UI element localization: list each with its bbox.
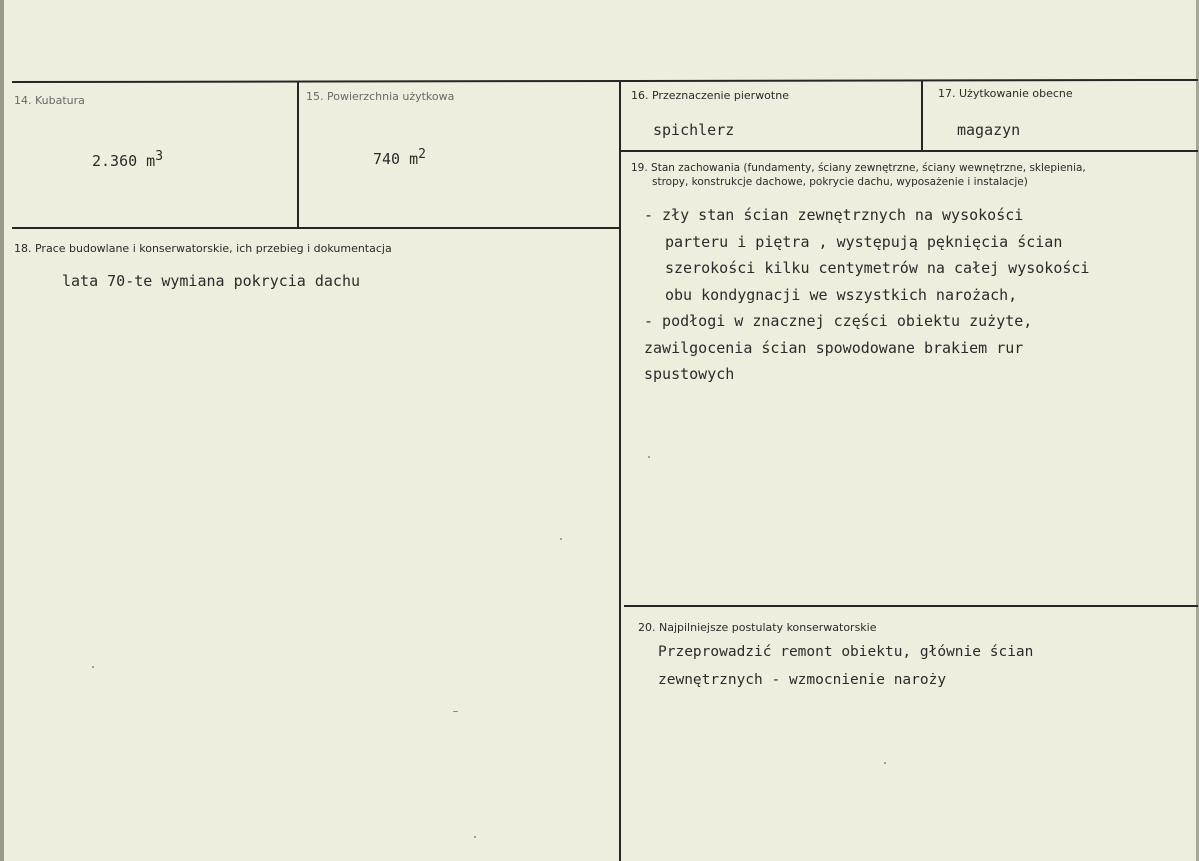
divider-14-15 xyxy=(297,82,299,228)
top-rule xyxy=(12,79,1198,83)
label-prace-budowlane: 18. Prace budowlane i konserwatorskie, ich przebieg i dokumentacja xyxy=(14,242,392,255)
text-line: szerokości kilku centymetrów na całej wysokości xyxy=(665,259,1090,277)
label-kubatura: 14. Kubatura xyxy=(14,94,85,107)
paper-speck xyxy=(648,456,650,458)
text-line: zawilgocenia ścian spowodowane brakiem rur xyxy=(644,338,1024,357)
value-uzytkowanie: magazyn xyxy=(957,121,1021,139)
paper-speck xyxy=(884,762,886,764)
divider-16-17 xyxy=(921,80,923,151)
divider-left-right xyxy=(619,82,621,861)
rule-under-16-17 xyxy=(621,150,1198,152)
value-przeznaczenie: spichlerz xyxy=(653,121,735,139)
value-prace-budowlane: lata 70-te wymiana pokrycia dachu xyxy=(62,272,361,290)
text-line: spustowych xyxy=(644,365,735,383)
value-powierzchnia-text: 740 m xyxy=(373,150,419,168)
value-powierzchnia-exponent: 2 xyxy=(418,147,426,162)
value-kubatura-text: 2.360 m xyxy=(92,152,156,170)
value-postulaty xyxy=(658,638,1033,694)
text-line: parteru i piętra , występują pęknięcia ścian xyxy=(665,232,1063,251)
paper-speck xyxy=(560,538,562,540)
text-line: Przeprowadzić remont obiektu, głównie ścian xyxy=(658,644,1034,660)
value-powierzchnia xyxy=(373,147,426,168)
value-stan-zachowania xyxy=(644,202,1089,388)
rule-under-14-15 xyxy=(12,227,620,229)
text-line: zewnętrznych - wzmocnienie naroży xyxy=(658,672,947,688)
text-line: obu kondygnacji we wszystkich narożach, xyxy=(665,285,1018,304)
label-przeznaczenie: 16. Przeznaczenie pierwotne xyxy=(631,89,789,102)
text-line: - zły stan ścian zewnętrznych na wysokości xyxy=(644,206,1024,224)
label-postulaty: 20. Najpilniejsze postulaty konserwatorskie xyxy=(638,621,877,634)
rule-under-19 xyxy=(624,605,1198,607)
label-stan-zachowania-line2: stropy, konstrukcje dachowe, pokrycie dachu, wyposażenie i instalacje) xyxy=(652,176,1028,188)
paper-speck xyxy=(92,666,94,668)
text-line: - podłogi w znacznej części obiektu zużyte, xyxy=(644,312,1033,330)
label-stan-zachowania-line1: 19. Stan zachowania (fundamenty, ściany zewnętrzne, ściany wewnętrzne, sklepienia, xyxy=(631,162,1086,174)
label-uzytkowanie: 17. Użytkowanie obecne xyxy=(938,87,1073,100)
paper-speck xyxy=(453,711,458,712)
paper-speck xyxy=(474,836,476,838)
value-kubatura xyxy=(92,149,164,170)
value-kubatura-exponent: 3 xyxy=(155,149,164,164)
label-powierzchnia: 15. Powierzchnia użytkowa xyxy=(306,90,455,103)
